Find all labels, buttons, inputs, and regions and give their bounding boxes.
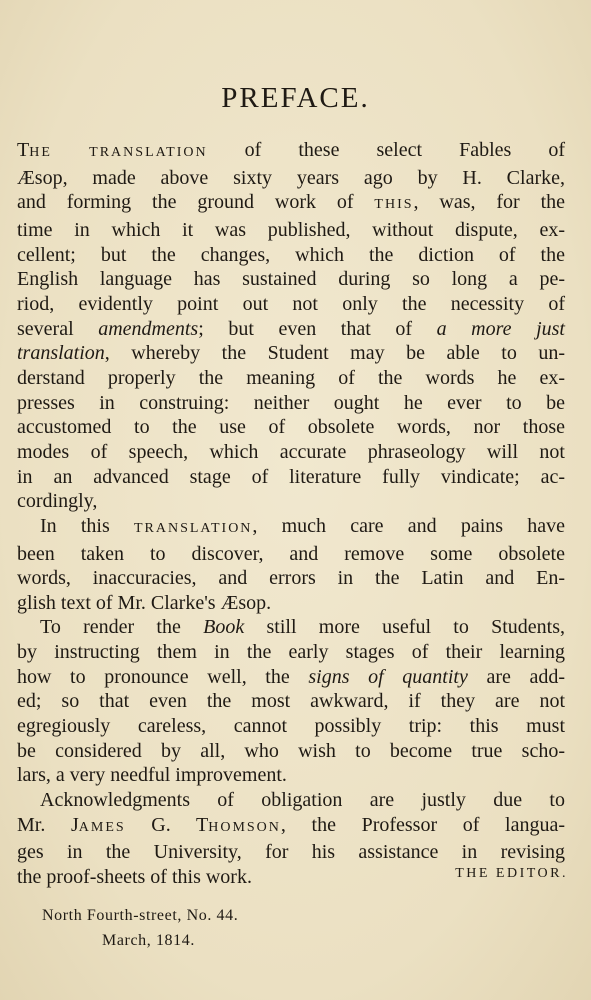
text-span: still more useful to Students, bbox=[244, 616, 566, 639]
italic-text: amendments bbox=[98, 317, 199, 340]
text-line bbox=[17, 514, 565, 542]
text-span: , much care and pains have bbox=[252, 514, 565, 537]
paragraph-2 bbox=[17, 514, 565, 616]
publication-date: March, 1814. bbox=[102, 932, 195, 949]
text-span: of these select Fables of bbox=[207, 139, 565, 161]
text-span: , whereby the Student may be able to un- bbox=[104, 342, 565, 365]
text-span: several bbox=[17, 317, 99, 340]
text-line: accustomed to the use of obsolete words, nor those bbox=[17, 416, 565, 439]
text-span: In this bbox=[40, 514, 134, 537]
text-line bbox=[17, 615, 565, 640]
text-line: Æsop, made above sixty years ago by H. Clarke, bbox=[17, 166, 565, 189]
text-line: egregiously careless, cannot possibly trip: this must bbox=[17, 715, 565, 738]
text-line: riod, evidently point out not only the necessity of bbox=[17, 292, 565, 315]
drop-letter: T bbox=[17, 139, 30, 161]
italic-text: signs of quantity bbox=[308, 665, 468, 688]
text-span: , was, for the bbox=[413, 191, 566, 214]
paragraph-1 bbox=[17, 138, 565, 514]
paragraph-3 bbox=[17, 615, 565, 788]
text-span: ; but even that of bbox=[198, 317, 437, 340]
text-line: modes of speech, which accurate phraseology will not bbox=[17, 440, 565, 463]
text-span: and forming the ground work of bbox=[17, 191, 375, 214]
text-line: been taken to discover, and remove some obsolete bbox=[17, 542, 565, 565]
small-caps-text: AMES bbox=[78, 819, 126, 835]
text-line: time in which it was published, without dispute, ex- bbox=[17, 218, 565, 241]
preface-body bbox=[17, 138, 565, 890]
text-line: glish text of Mr. Clarke's Æsop. bbox=[17, 591, 272, 614]
text-line: be considered by all, who wish to become true scho- bbox=[17, 739, 565, 762]
text-line bbox=[17, 341, 565, 366]
small-caps-text: TRANSLATION bbox=[133, 520, 253, 536]
text-line: Acknowledgments of obligation are justly due to bbox=[40, 789, 565, 812]
text-line: by instructing them in the early stages of their learning bbox=[17, 641, 565, 664]
text-line: words, inaccuracies, and errors in the Latin and En- bbox=[17, 567, 565, 590]
text-line: presses in construing: neither ought he ever to be bbox=[17, 391, 565, 414]
small-caps-text: HOMSON bbox=[208, 819, 281, 835]
text-line bbox=[17, 190, 565, 218]
text-span: To render the bbox=[40, 616, 204, 639]
text-line: ges in the University, for his assistance in revising bbox=[17, 841, 565, 864]
text-span: T bbox=[196, 813, 209, 836]
italic-text: translation bbox=[17, 342, 105, 365]
text-line bbox=[17, 813, 565, 841]
text-line: ed; so that even the most awkward, if they are not bbox=[17, 690, 565, 713]
text-line: cellent; but the changes, which the diction of the bbox=[17, 243, 565, 266]
text-span: G. bbox=[125, 813, 196, 836]
text-line bbox=[17, 138, 565, 166]
page-title: PREFACE. bbox=[221, 82, 370, 114]
editor-signature: THE EDITOR. bbox=[455, 866, 568, 881]
text-span: , the Professor of langua- bbox=[280, 813, 565, 836]
italic-text: a more just bbox=[436, 317, 565, 340]
text-span: Mr. bbox=[17, 813, 71, 836]
text-line: the proof-sheets of this work. bbox=[17, 866, 252, 889]
italic-text: Book bbox=[203, 616, 245, 639]
address-block bbox=[42, 903, 238, 953]
text-line: cordingly, bbox=[17, 490, 98, 513]
text-line bbox=[17, 665, 565, 690]
small-caps-text: HE TRANSLATION bbox=[29, 145, 208, 160]
text-line: lars, a very needful improvement. bbox=[17, 764, 287, 787]
small-caps-text: THIS bbox=[374, 197, 414, 213]
text-span: how to pronounce well, the bbox=[17, 665, 309, 688]
text-line bbox=[17, 317, 565, 342]
text-span: J bbox=[70, 813, 79, 836]
text-line: derstand properly the meaning of the words he ex- bbox=[17, 366, 565, 389]
street-address: North Fourth-street, No. 44. bbox=[42, 907, 239, 924]
text-line: in an advanced stage of literature fully vindicate; ac- bbox=[17, 465, 565, 488]
text-line: English language has sustained during so long a pe- bbox=[17, 268, 565, 291]
text-span: are add- bbox=[467, 665, 566, 688]
